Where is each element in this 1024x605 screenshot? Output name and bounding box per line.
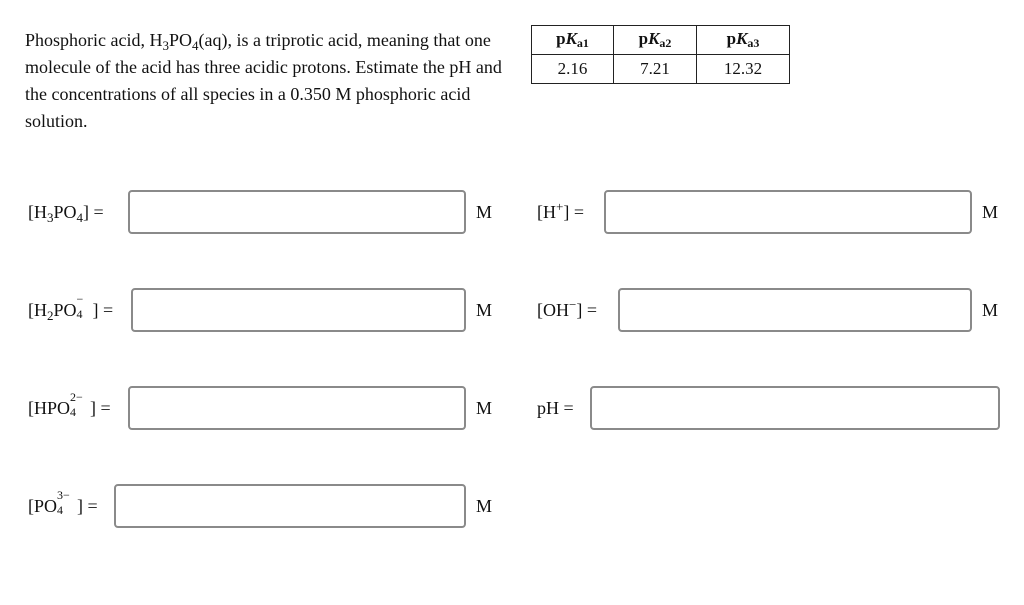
h2po4-label: [$H_2PO$ − 4 ] = xyxy=(28,291,114,323)
ph-label: pH = xyxy=(537,397,574,418)
pka-table xyxy=(531,25,790,84)
h3po4-input[interactable] xyxy=(128,190,466,234)
oh-input[interactable] xyxy=(618,288,972,332)
pka2-value: 7.21 xyxy=(614,55,697,84)
problem-text-3: (aq), is a triprotic acid, meaning that one molecule of the acid has three acidic protons. Estimate the pH and the concentrations of all species in a 0.350 M phosphoric acid solution. xyxy=(25,30,502,131)
pka1-header: pKa1 xyxy=(532,26,614,55)
pka3-value: 12.32 xyxy=(697,55,790,84)
oh-label: [OH−] = xyxy=(537,296,597,320)
problem-statement xyxy=(25,27,525,135)
pka3-header: pKa3 xyxy=(697,26,790,55)
subscript: 3 xyxy=(162,38,169,53)
h-unit: M xyxy=(982,202,999,222)
problem-text-2: PO xyxy=(168,30,192,50)
pka1-value: 2.16 xyxy=(532,55,614,84)
hpo4-input[interactable] xyxy=(128,386,466,430)
hpo4-unit: M xyxy=(476,398,493,418)
subscript: 4 xyxy=(192,38,199,53)
oh-unit: M xyxy=(982,300,999,320)
oh-text-field[interactable] xyxy=(620,290,970,330)
hpo4-text-field[interactable] xyxy=(130,388,464,428)
h-text-field[interactable] xyxy=(606,192,970,232)
h2po4-input[interactable] xyxy=(131,288,466,332)
h2po4-unit: M xyxy=(476,300,493,320)
h-input[interactable] xyxy=(604,190,972,234)
po4-label: [PO 3− 4 ] = xyxy=(28,487,98,517)
po4-text-field[interactable] xyxy=(116,486,464,526)
problem-text-1: Phosphoric acid, H xyxy=(25,30,163,50)
h-label: [H+] = xyxy=(537,198,584,222)
pka2-header: pKa2 xyxy=(614,26,697,55)
h3po4-label: $[H_3PO_4]$ = xyxy=(28,201,104,225)
h3po4-text-field[interactable] xyxy=(130,192,464,232)
ph-text-field[interactable] xyxy=(592,388,998,428)
po4-unit: M xyxy=(476,496,493,516)
ph-input[interactable] xyxy=(590,386,1000,430)
h3po4-unit: M xyxy=(476,202,493,222)
po4-input[interactable] xyxy=(114,484,466,528)
hpo4-label: [HPO 2− 4 ] = xyxy=(28,389,111,419)
h2po4-text-field[interactable] xyxy=(133,290,464,330)
